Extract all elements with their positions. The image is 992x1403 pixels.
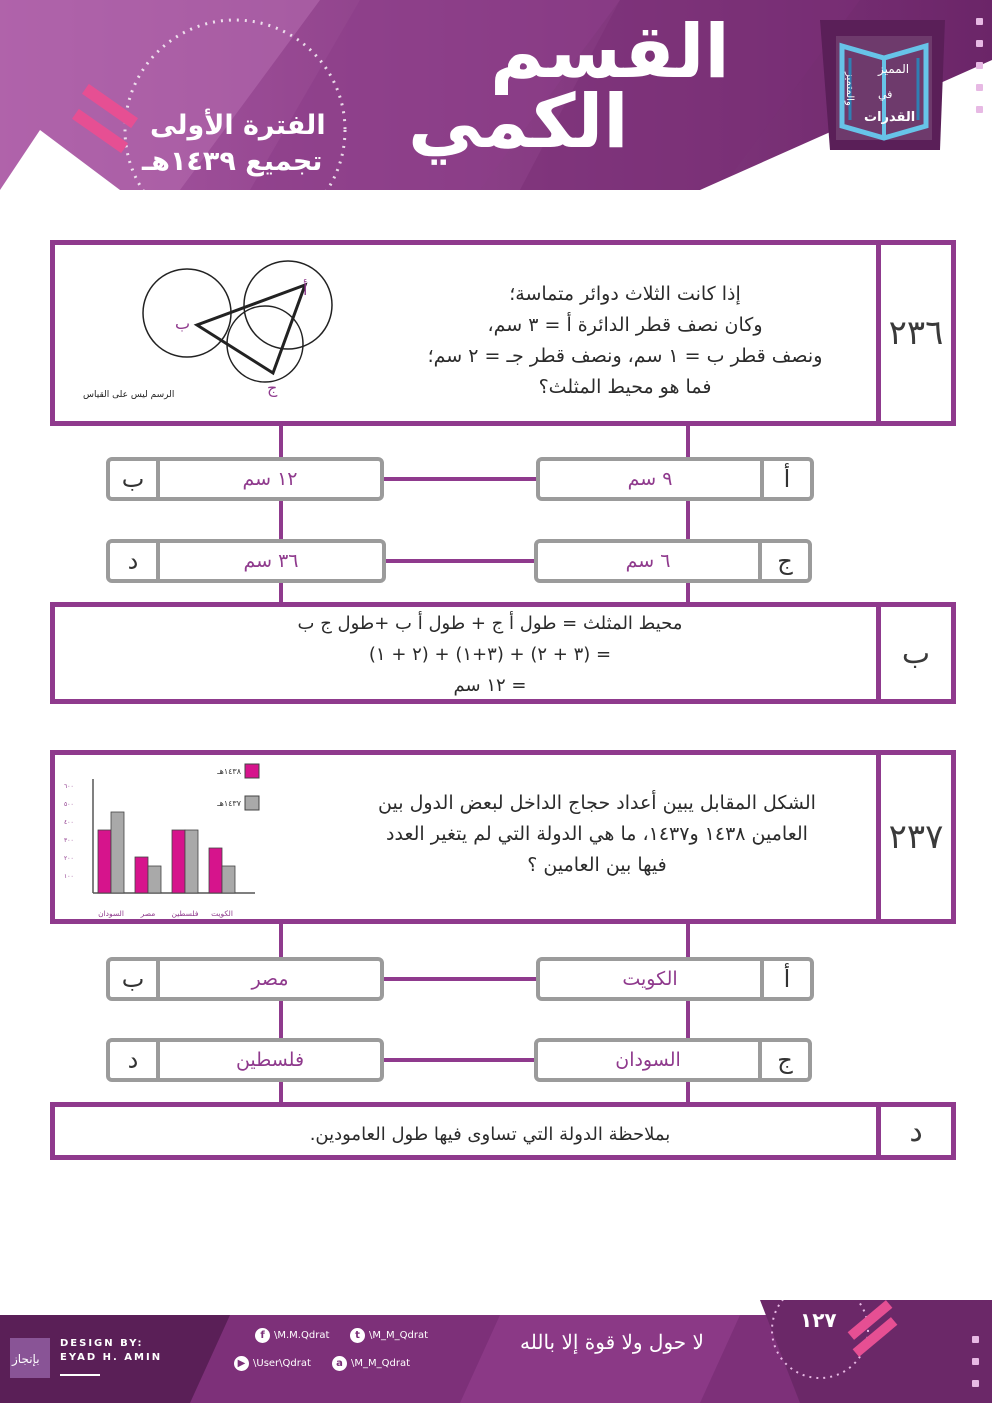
- question-line: وكان نصف قطر الدائرة أ = ٣ سم،: [487, 314, 763, 336]
- bar: [222, 866, 235, 893]
- legend-label: ١٤٣٨هـ: [217, 767, 241, 776]
- option-value: ٦ سم: [625, 550, 671, 572]
- option-c[interactable]: [534, 1038, 812, 1082]
- connector-line: [384, 559, 536, 563]
- option-letter: د: [110, 543, 160, 579]
- question-line: إذا كانت الثلاث دوائر متماسة؛: [509, 283, 741, 305]
- bar: [185, 830, 198, 893]
- option-value: مصر: [251, 968, 289, 990]
- decor-square: [976, 40, 983, 47]
- y-tick-label: ١٠٠: [64, 873, 74, 880]
- option-value: السودان: [615, 1049, 681, 1071]
- designer-name: EYAD H. AMIN: [60, 1352, 163, 1363]
- option-value: الكويت: [622, 968, 678, 990]
- x-category-label: فلسطين: [171, 909, 199, 918]
- question-line: فما هو محيط المثلث؟: [538, 376, 712, 398]
- x-category-label: الكويت: [211, 909, 233, 918]
- question-text: [307, 788, 887, 881]
- option-value: ١٢ سم: [242, 468, 298, 490]
- option-letter: ج: [758, 543, 808, 579]
- y-tick-label: ٢٠٠: [64, 855, 74, 862]
- page-footer: [0, 1300, 992, 1403]
- option-value: ٣٦ سم: [243, 550, 299, 572]
- answer-line: محيط المثلث = طول أ ج + طول أ ب +طول ج ب: [297, 613, 683, 634]
- figure-note: الرسم ليس على القياس: [83, 390, 175, 400]
- question-line: فيها بين العامين ؟: [527, 854, 667, 876]
- facebook-handle: \M.M.Qdrat: [274, 1330, 330, 1341]
- twitter-icon: t: [350, 1328, 365, 1343]
- question-237-box: [50, 750, 956, 924]
- ask-handle: \M_M_Qdrat: [351, 1358, 411, 1369]
- connector-line: [384, 477, 536, 481]
- facebook-link[interactable]: [255, 1328, 329, 1343]
- logo-text-side: والمتميز: [844, 72, 855, 106]
- title-line-1: القسم: [490, 9, 730, 95]
- ask-icon: a: [332, 1356, 347, 1371]
- decor-square: [976, 62, 983, 69]
- option-letter: أ: [760, 961, 810, 997]
- collection-label: تجميع ١٤٣٩هـ: [142, 146, 323, 177]
- question-236-box: [50, 240, 956, 426]
- youtube-link[interactable]: [234, 1356, 311, 1371]
- x-category-label: السودان: [98, 909, 124, 918]
- site-logo: [828, 28, 940, 146]
- answer-line: = (٣ + ٢) + (٣+١) + (٢ + ١): [368, 644, 612, 665]
- answer-line: = ١٢ سم: [453, 675, 527, 696]
- ask-link[interactable]: [332, 1356, 410, 1371]
- decor-square: [976, 18, 983, 25]
- title-line-2: الكمي: [408, 79, 629, 165]
- logo-text-mid: في: [878, 88, 893, 101]
- option-a[interactable]: [536, 457, 814, 501]
- answer-237-box: [50, 1102, 956, 1160]
- option-value: فلسطين: [235, 1049, 305, 1071]
- option-letter: ب: [110, 961, 160, 997]
- connector-line: [279, 1080, 283, 1104]
- page-number: ١٢٧: [800, 1308, 837, 1332]
- y-tick-label: ٣٠٠: [64, 837, 74, 844]
- youtube-handle: \User\Qdrat: [253, 1358, 311, 1369]
- connector-line: [686, 582, 690, 604]
- connector-line: [279, 582, 283, 604]
- option-b[interactable]: [106, 457, 384, 501]
- answer-letter: ب: [876, 607, 951, 699]
- decor-square: [972, 1358, 979, 1365]
- question-line: الشكل المقابل يبين أعداد حجاج الداخل لبعض الدول بين: [378, 792, 816, 814]
- bar: [172, 830, 185, 893]
- y-tick-label: ٥٠٠: [64, 801, 74, 808]
- option-d[interactable]: [106, 539, 386, 583]
- circles-triangle-figure: [75, 255, 355, 405]
- question-line: ونصف قطر ب = ١ سم، ونصف قطر جـ = ٢ سم؛: [427, 345, 823, 367]
- connector-line: [686, 1080, 690, 1104]
- option-a[interactable]: [536, 957, 814, 1001]
- decor-square: [972, 1380, 979, 1387]
- design-by-label: DESIGN BY:: [60, 1338, 144, 1349]
- connector-line: [384, 977, 536, 981]
- x-category-label: مصر: [140, 909, 156, 918]
- vertex-label-b: ب: [175, 314, 191, 333]
- bar: [111, 812, 124, 893]
- page-header: [0, 0, 992, 190]
- y-tick-label: ٤٠٠: [64, 819, 74, 826]
- legend-label: ١٤٣٧هـ: [217, 799, 241, 808]
- option-d[interactable]: [106, 1038, 384, 1082]
- option-b[interactable]: [106, 957, 384, 1001]
- logo-text-bottom: القدرات: [864, 110, 916, 125]
- legend-swatch: [245, 796, 259, 810]
- calligraphy-text: لا حول ولا قوة إلا بالله: [520, 1330, 704, 1354]
- twitter-link[interactable]: [350, 1328, 428, 1343]
- connector-line: [384, 1058, 536, 1062]
- question-number: ٢٣٦: [876, 245, 951, 421]
- question-number: ٢٣٧: [876, 755, 951, 919]
- y-tick-label: ٦٠٠: [64, 783, 74, 790]
- answer-explanation: [215, 1119, 765, 1150]
- option-c[interactable]: [534, 539, 812, 583]
- designer-signature: بإنجاز: [12, 1352, 40, 1366]
- question-text: [375, 279, 875, 403]
- answer-letter: د: [876, 1107, 951, 1155]
- bar: [148, 866, 161, 893]
- bar: [98, 830, 111, 893]
- vertex-label-a: أ: [303, 280, 308, 299]
- twitter-handle: \M_M_Qdrat: [369, 1330, 429, 1341]
- decor-square: [976, 106, 983, 113]
- option-letter: ب: [110, 461, 160, 497]
- bar: [135, 857, 148, 893]
- logo-text-top: المميز: [878, 62, 910, 76]
- question-line: العامين ١٤٣٨ و١٤٣٧، ما هي الدولة التي لم يتغير العدد: [386, 823, 808, 845]
- legend-swatch: [245, 764, 259, 778]
- pilgrims-bar-chart: [60, 760, 270, 920]
- answer-236-box: [50, 602, 956, 704]
- answer-line: بملاحظة الدولة التي تساوى فيها طول العامودين.: [309, 1124, 671, 1145]
- facebook-icon: f: [255, 1328, 270, 1343]
- option-value: ٩ سم: [627, 468, 673, 490]
- answer-explanation: [215, 608, 765, 701]
- option-letter: ج: [758, 1042, 808, 1078]
- period-label: الفترة الأولى: [150, 110, 326, 141]
- youtube-icon: ▶: [234, 1356, 249, 1371]
- bar: [209, 848, 222, 893]
- option-letter: د: [110, 1042, 160, 1078]
- decor-square: [972, 1336, 979, 1343]
- decor-square: [976, 84, 983, 91]
- option-letter: أ: [760, 461, 810, 497]
- vertex-label-c: ج: [267, 378, 278, 397]
